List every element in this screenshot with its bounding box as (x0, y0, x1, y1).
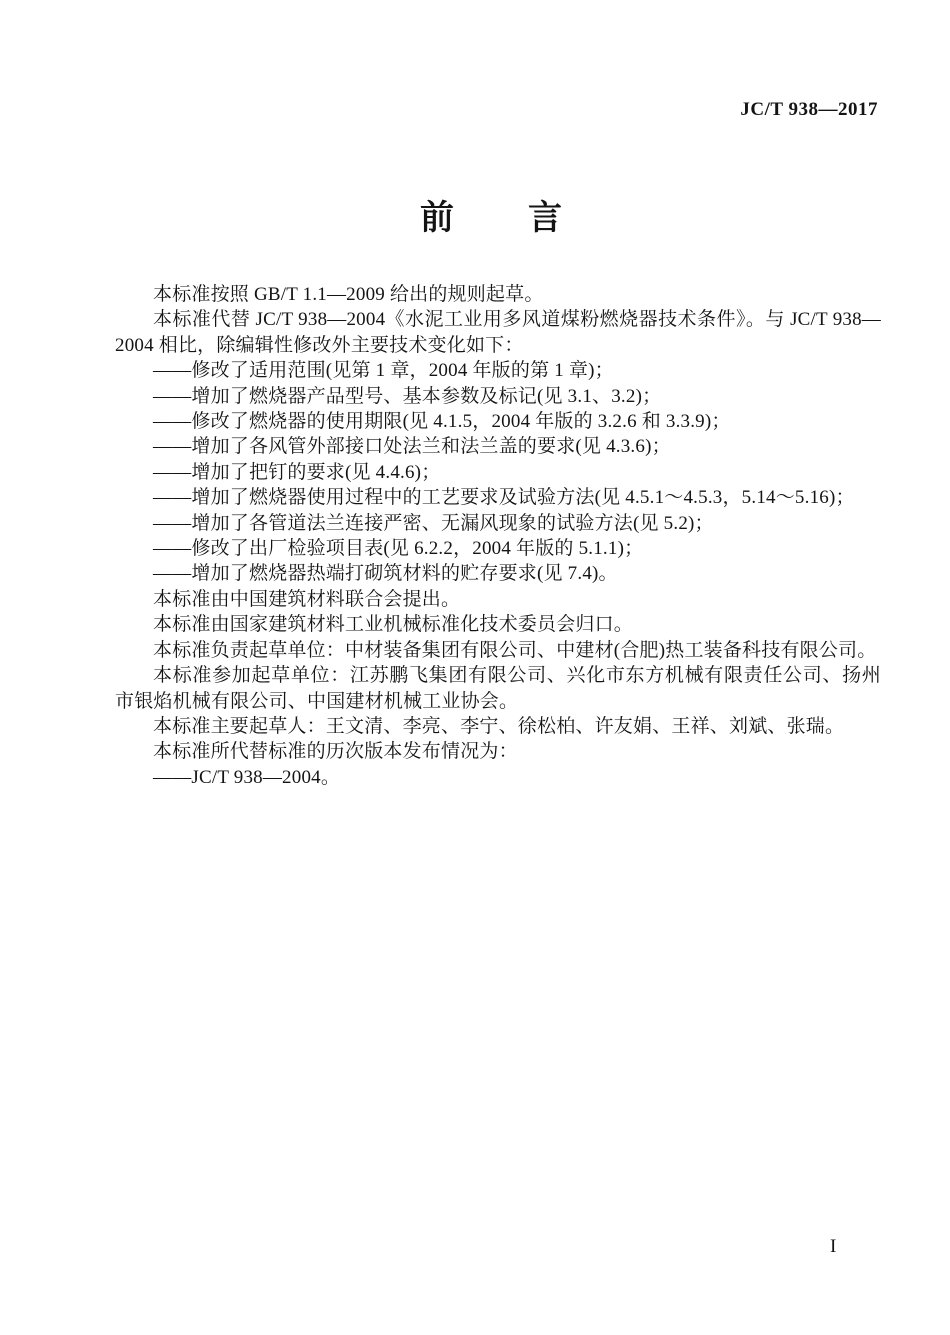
paragraph: ——修改了适用范围(见第 1 章，2004 年版的第 1 章)； (153, 360, 614, 382)
paragraph: ——JC/T 938—2004。 (153, 766, 341, 788)
foreword-body (115, 282, 881, 790)
paragraph: ——增加了把钉的要求(见 4.4.6)； (153, 461, 441, 483)
page-number: I (830, 1236, 837, 1257)
paragraph: 本标准负责起草单位：中材装备集团有限公司、中建材(合肥)热工装备科技有限公司。 (153, 639, 877, 661)
page-title: 前 言 (420, 200, 564, 237)
paragraph: 本标准由国家建筑材料工业机械标准化技术委员会归口。 (153, 614, 634, 636)
paragraph: ——增加了各风管外部接口处法兰和法兰盖的要求(见 4.3.6)； (153, 436, 671, 458)
paragraph: ——增加了燃烧器使用过程中的工艺要求及试验方法(见 4.5.1～4.5.3，5.14～5.16)； (153, 487, 855, 509)
paragraph: ——增加了燃烧器热端打砌筑材料的贮存要求(见 7.4)。 (153, 563, 618, 585)
paragraph: 本标准由中国建筑材料联合会提出。 (153, 588, 461, 610)
paragraph: ——修改了出厂检验项目表(见 6.2.2，2004 年版的 5.1.1)； (153, 538, 644, 560)
paragraph: ——增加了各管道法兰连接严密、无漏风现象的试验方法(见 5.2)； (153, 512, 714, 534)
paragraph: ——增加了燃烧器产品型号、基本参数及标记(见 3.1、3.2)； (153, 385, 662, 407)
paragraph: 本标准主要起草人：王文清、李亮、李宁、徐松柏、许友娟、王祥、刘斌、张瑞。 (153, 715, 845, 737)
paragraph: 本标准代替 JC/T 938—2004《水泥工业用多风道煤粉燃烧器技术条件》。与 JC/T 938—2004 相比，除编辑性修改外主要技术变化如下： (115, 309, 881, 356)
paragraph: ——修改了燃烧器的使用期限(见 4.1.5，2004 年版的 3.2.6 和 3.3.9)； (153, 411, 731, 433)
paragraph: 本标准所代替标准的历次版本发布情况为： (153, 741, 518, 763)
paragraph: 本标准参加起草单位：江苏鹏飞集团有限公司、兴化市东方机械有限责任公司、扬州市银焰机械有限公司、中国建材机械工业协会。 (115, 665, 881, 712)
paragraph: 本标准按照 GB/T 1.1—2009 给出的规则起草。 (153, 284, 544, 305)
standard-number-header: JC/T 938—2017 (740, 99, 878, 120)
